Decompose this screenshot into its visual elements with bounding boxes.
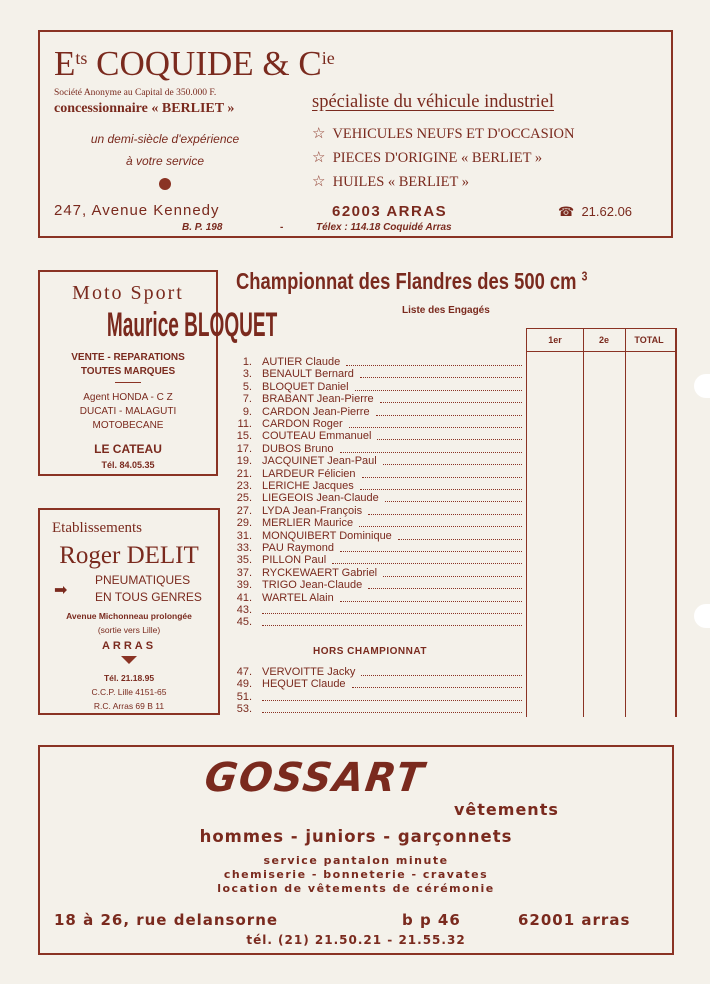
entry-dot-leader [383,576,522,577]
entry-number: 33. [236,542,252,554]
roger-tel: Tél. 21.18.95 [103,673,155,683]
entry-number: 37. [236,566,252,579]
arrow-right-icon: ➡ [54,582,68,599]
coquide-phone: ☎ 21.62.06 [558,204,633,219]
coquide-specialiste: spécialiste du véhicule industriel [312,92,554,112]
entry-name: JACQUINET Jean-Paul [262,455,377,468]
coquide-concessionnaire: concessionnaire « BERLIET » [54,101,235,116]
entry-number: 17. [236,442,252,455]
star-icon: ☆ [312,150,326,166]
roger-rc: R.C. Arras 69 B 11 [93,701,165,711]
triangle-down-icon [121,656,137,664]
entry-name: COUTEAU Emmanuel [262,430,372,443]
entry-row [236,505,522,517]
roger-line2: EN TOUS GENRES [95,590,202,604]
gossart-sub: vêtements [454,800,559,819]
entry-dot-leader [262,625,522,626]
entry-row [236,381,522,393]
entry-number: 25. [236,492,252,505]
coquide-service-2: ☆ PIECES D'ORIGINE « BERLIET » [312,150,543,166]
entry-number: 11. [237,418,252,430]
entry-dot-leader [340,601,522,602]
entry-row [236,604,522,616]
entry-dot-leader [368,588,522,589]
entry-dot-leader [360,489,522,490]
coquide-service-3: ☆ HUILES « BERLIET » [312,174,469,190]
gossart-logo: GOSSART [201,755,428,801]
punch-hole [694,374,710,398]
entry-dot-leader [360,377,522,378]
entry-row [236,356,522,368]
entry-dot-leader [340,452,522,453]
grid-header-line [527,351,675,352]
gossart-line2: service pantalon minute [263,854,449,867]
entry-dot-leader [340,551,522,552]
gossart-ad [38,745,674,955]
entry-name: LYDA Jean-François [262,504,363,517]
entry-dot-leader [349,427,522,428]
entry-number: 19. [236,455,252,468]
roger-heading: Etablissements [52,520,142,536]
column-header-total: TOTAL [634,335,664,345]
moto-line2: TOUTES MARQUES [80,366,176,377]
coquide-title: $E^{ts}$ COQUIDE & $C^{ie}$ [54,44,335,83]
moto-heading: Moto Sport [72,282,184,304]
entry-dot-leader [377,439,522,440]
column-header-2nd: 2e [598,335,609,345]
entry-row [236,592,522,604]
grid-divider [583,329,584,717]
entry-number: 7. [242,393,252,406]
entry-row [236,666,522,678]
entry-row [236,579,522,591]
entry-number: 53. [236,703,252,716]
gossart-address: 18 à 26, rue delansorne [54,911,279,929]
hors-championnat-title: HORS CHAMPIONNAT [313,646,427,657]
entry-row [236,480,522,492]
entry-row [236,393,522,405]
entry-name: CARDON Roger [262,418,343,430]
entry-name: VERVOITTE Jacky [262,666,356,678]
entry-row [236,554,522,566]
telephone-icon: ☎ [558,204,575,219]
entry-row [236,492,522,504]
entry-name: MERLIER Maurice [262,517,354,530]
coquide-address: 247, Avenue Kennedy [54,202,220,219]
entry-dot-leader [362,477,522,478]
entry-number: 15. [236,430,252,443]
entry-row [236,455,522,467]
entry-name: LARDEUR Félicien [262,467,356,480]
entry-name: CARDON Jean-Pierre [262,405,370,418]
moto-name: Maurice BLOQUET [106,306,278,344]
entry-number: 35. [236,554,252,567]
entry-dot-leader [376,415,522,416]
entry-name: BLOQUET Daniel [262,380,349,393]
roger-address2: (sortie vers Lille) [97,625,161,635]
entry-number: 51. [236,690,252,703]
entry-number: 1. [242,356,252,368]
entry-number: 39. [236,579,252,592]
star-icon: ☆ [312,174,326,190]
entry-number: 21. [236,467,252,480]
entry-number: 5. [242,380,252,393]
entry-name: LERICHE Jacques [262,480,354,492]
entry-number: 43. [236,604,252,616]
entry-number: 41. [236,591,252,604]
entry-name: WARTEL Alain [262,591,334,604]
entry-dot-leader [361,675,522,676]
entry-number: 45. [236,616,252,629]
roger-address: Avenue Michonneau prolongée [66,611,192,621]
entry-row [236,418,522,430]
gossart-line1: hommes - juniors - garçonnets [199,827,513,846]
entry-number: 31. [236,529,252,542]
entry-name: BENAULT Bernard [262,368,354,381]
coquide-dash: - [280,222,284,233]
moto-agent3: MOTOBECANE [92,420,164,431]
moto-agent2: DUCATI - MALAGUTI [79,406,177,417]
entry-name: AUTIER Claude [262,356,341,368]
roger-city: ARRAS [101,640,157,652]
entry-name: DUBOS Bruno [262,442,334,455]
punch-hole [694,604,710,628]
entry-number: 3. [242,368,252,381]
coquide-tagline-2: à votre service [125,154,205,168]
entry-dot-leader [262,700,522,701]
entry-dot-leader [262,613,522,614]
entry-dot-leader [385,501,522,502]
entry-number: 29. [236,517,252,530]
entry-number: 47. [236,666,252,678]
championship-subtitle: Liste des Engagés [402,305,490,316]
entry-dot-leader [368,514,522,515]
entry-number: 23. [236,480,252,492]
coquide-telex: Télex : 114.18 Coquidé Arras [316,222,452,233]
entry-row [236,567,522,579]
entry-number: 27. [236,504,252,517]
coquide-capital: Société Anonyme au Capital de 350.000 F. [54,88,217,98]
entry-dot-leader [355,390,522,391]
moto-divider [115,382,141,383]
coquide-city: 62003 ARRAS [332,203,448,220]
entry-row [236,468,522,480]
entry-dot-leader [262,712,522,713]
entry-dot-leader [359,526,522,527]
entry-dot-leader [398,539,522,540]
coquide-bp: B. P. 198 [182,222,223,233]
entry-row [236,368,522,380]
championship-title: Championnat des Flandres des 500 cm $^3$ [236,268,588,294]
entry-name: HEQUET Claude [262,678,346,691]
entry-row [236,406,522,418]
entry-number: 9. [242,405,252,418]
moto-tel: Tél. 84.05.35 [101,460,155,470]
moto-agent1: Agent HONDA - C Z [83,392,173,403]
gossart-line4: location de vêtements de cérémonie [217,882,495,895]
coquide-service-1: ☆ VEHICULES NEUFS ET D'OCCASION [312,126,575,142]
entry-dot-leader [383,464,522,465]
entry-name: BRABANT Jean-Pierre [262,393,374,406]
entry-row [236,443,522,455]
entry-name: PILLON Paul [262,554,327,567]
roger-name: Roger DELIT [59,542,199,569]
entry-row [236,691,522,703]
score-grid [526,328,677,717]
gossart-tel: tél. (21) 21.50.21 - 21.55.32 [246,933,466,947]
entry-row [236,678,522,690]
entry-dot-leader [332,563,522,564]
roger-delit-ad [38,508,220,715]
moto-line1: VENTE - REPARATIONS [71,352,185,363]
gossart-bp: b p 46 [402,911,461,929]
entry-name: MONQUIBERT Dominique [262,529,392,542]
entry-dot-leader [346,365,522,366]
gossart-line3: chemiserie - bonneterie - cravates [223,868,489,881]
entry-row [236,430,522,442]
entry-row [236,616,522,628]
bullet-dot-icon [159,178,171,190]
roger-line1: PNEUMATIQUES [95,573,191,587]
roger-ccp: C.C.P. Lille 4151-65 [91,687,167,697]
entry-row [236,517,522,529]
entry-dot-leader [380,402,522,403]
coquide-tagline-1: un demi-siècle d'expérience [90,132,240,146]
entry-name: LIEGEOIS Jean-Claude [262,492,379,505]
entry-name: TRIGO Jean-Claude [262,579,363,592]
column-header-1st: 1er [548,335,562,345]
star-icon: ☆ [312,126,326,142]
entry-name: RYCKEWAERT Gabriel [262,566,378,579]
entry-number: 49. [236,678,252,691]
moto-city: LE CATEAU [94,442,162,456]
coquide-ad [38,30,673,238]
grid-divider [625,329,626,717]
entry-dot-leader [352,687,522,688]
gossart-city: 62001 arras [518,911,631,929]
entry-row [236,530,522,542]
entry-row [236,703,522,715]
entry-name: PAU Raymond [262,542,334,554]
entry-row [236,542,522,554]
